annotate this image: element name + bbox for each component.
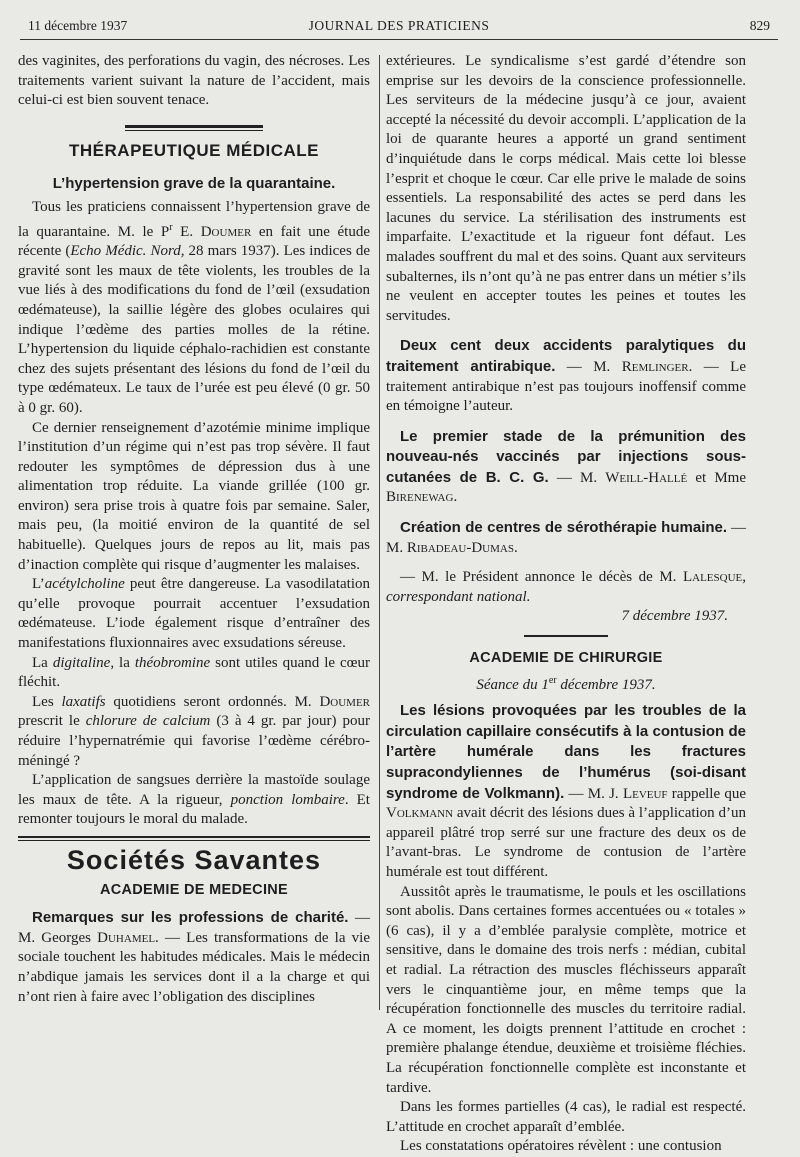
article-volkmann: Les lésions provoquées par les troubles de la circulation capillaire consécutifs à la contusion de l’artère humérale dans les fractures supracondyliennes de l’humérus (soi-disant syndrome de Volkmann). — M. J. Leveuf rappelle que Volkmann avait décrit des lésions dues à l’application d’un appareil plâtré trop serré sur une fracture des deux os de l’avant-bras. Le syndrome de contusion de l’artère humérale est tout différent. xyxy=(386,702,746,880)
section-separator xyxy=(524,635,608,637)
societes-rule xyxy=(18,836,370,841)
death-notice: — M. le Président annonce le décès de M. Lalesque, correspondant national. xyxy=(386,569,746,605)
right-column xyxy=(386,52,746,1157)
paragraph-2: Ce dernier renseignement d’azotémie minime implique l’institution d’un régime qui n’est pas trop sévère. Il faut redouter les symptômes de dépression dus à une alimentation trop réduite. La viande grillée (100 gr. environ) sera prise trois à quatre fois par semaine. Saler, mais peu, (la moitié environ de la quantité de sel habituelle). Quelques jours de repos au lit, mais pas d’inaction complète qui risque d’augmenter les malaises. xyxy=(18,419,370,573)
paragraph-3: L’acétylcholine peut être dangereuse. La vasodilatation qu’elle provoque pourrait accentuer l’exsudation œdémateuse. L’iode également risque d’entraîner des manifestations fluxionnaires avec exsudations séreuse. xyxy=(18,576,370,652)
academie-chirurgie-heading: ACADEMIE DE CHIRURGIE xyxy=(469,650,663,667)
paragraph-5: Les laxatifs quotidiens seront ordonnés. M. Doumer prescrit le chlorure de calcium (3 à 4 gr. par jour) pour réduire l’hypernatrémie qui favorise l’œdème cérébro-méningé ? xyxy=(18,693,370,769)
paragraph-4: La digitaline, la théobromine sont utiles quand le cœur fléchit. xyxy=(18,654,370,691)
paragraph-formes-partielles: Dans les formes partielles (4 cas), le radial est respecté. L’attitude en crochet apparaît d’emblée. xyxy=(386,1099,746,1135)
header-date: 11 décembre 1937 xyxy=(28,18,128,33)
paragraph-6: L’application de sangsues derrière la mastoïde soulage les maux de tête. A la rigueur, ponction lombaire. Et remonter toujours le moral du malade. xyxy=(18,772,370,828)
column-divider xyxy=(379,55,380,1010)
section-rule-top xyxy=(125,125,263,128)
author-name: Doumer xyxy=(200,223,252,240)
session-date: 7 décembre 1937. xyxy=(621,608,728,625)
academie-medecine-heading: ACADEMIE DE MEDECINE xyxy=(99,881,289,898)
left-column xyxy=(18,52,370,1007)
header-journal-title: JOURNAL DES PRATICIENS xyxy=(308,18,490,33)
article-bcg: Le premier stade de la prémunition des nouveau-nés vaccinés par injections sous-cutanées de B. C. G. — M. Weill-Hallé et Mme Birenewag. xyxy=(386,427,746,506)
article-title: L’hypertension grave de la quarantaine. xyxy=(52,175,336,193)
running-header xyxy=(28,16,770,38)
paragraph-1: Tous les praticiens connaissent l’hypertension grave de la quarantaine. M. le $P^r$ E. Doumer en fait une étude récente (Echo Médic. Nord, 28 mars 1937). Les indices de gravité sont les maux de tête violents, les troubles de la vue liés à des modifications du fond de l’œil (exsudation œdémateuse), la saillie légère des globes oculaires qui indique l’œdème des parties molles de la rétine. L’hypertension du liquide céphalo-rachidien est constante chez des sujets présentant des lésions du fond de l’œil du type œdémateux. Le taux de l’urée est peu élevé (0 gr. 50 à 0 gr. 60). xyxy=(18,198,370,416)
paragraph-traumatisme: Aussitôt après le traumatisme, le pouls et les oscillations sont abolis. Dans certaines formes accentuées ou « totales » (6 cas), il y a d’emblée paralysie complète, motrice et sensitive, dans le domaine des trois nerfs : médian, cubital et radial. La rétraction des muscles fléchisseurs apparaît vers le cinquantième jour, en même temps que la récupération fonctionnelle des muscles du territoire radial. A ce moment, les doigts prennent l’attitude en crochet : première phalange étendue, deuxième et troisième fléchies. La récupération fonctionnelle complète est inconstante et tardive. xyxy=(386,883,746,1096)
remarques-paragraph: Remarques sur les professions de charité. — M. Georges Duhamel. — Les transformations de la vie sociale touchent les habitudes médicales. Mais le médecin n’abdique jamais les services dont il a la charge et qui n’ont rien à faire avec l’obligation des disciplines xyxy=(18,909,371,1005)
seance-line: Séance du 1er décembre 1937. xyxy=(476,674,656,693)
section-rule-bottom xyxy=(125,130,263,131)
header-rule xyxy=(20,39,778,40)
paragraph-constatations: Les constatations opératoires révèlent : une contusion xyxy=(400,1138,722,1155)
section-title: THÉRAPEUTIQUE MÉDICALE xyxy=(69,140,319,160)
article-serotherapie: Création de centres de sérothérapie humaine. — M. Ribadeau-Dumas. xyxy=(386,519,746,556)
header-page-number: 829 xyxy=(749,18,770,33)
article-antirabique: Deux cent deux accidents paralytiques du traitement antirabique. — M. Remlinger. — Le traitement antirabique n’est pas toujours inoffensif comme en témoigne l’auteur. xyxy=(386,337,746,415)
journal-reference: Echo Médic. Nord, xyxy=(70,243,185,260)
intro-paragraph: des vaginites, des perforations du vagin, des nécroses. Les traitements varient suivant la nature de l’accident, mais celui-ci est bien souvent tenace. xyxy=(18,53,370,109)
continued-paragraph: extérieures. Le syndicalisme s’est gardé d’étendre son emprise sur les devoirs de la conscience professionnelle. Les serviteurs de la médecine jusqu’à ce jour, avaient accepté la nécessité du devoir accompli. L’application de la loi de quarante heures a apporté un grand sentiment d’inquiétude dans le corps médical. Mais cette loi blesse l’esprit et choque le cœur. Car elle prive le malade de soins essentiels. La responsabilité des actes se perd dans les lacunes du service. La stérilisation des instruments est imparfaite. L’exactitude et la rigueur font défaut. Les malades souffrent du mal et des soins. Quant aux serviteurs subalternes, ils n’ont qu’à ne pas entrer dans un métier s’ils ne veulent en accepter toutes les peines et toutes les servitudes. xyxy=(386,53,746,324)
societes-savantes-title: Sociétés Savantes xyxy=(66,844,322,875)
